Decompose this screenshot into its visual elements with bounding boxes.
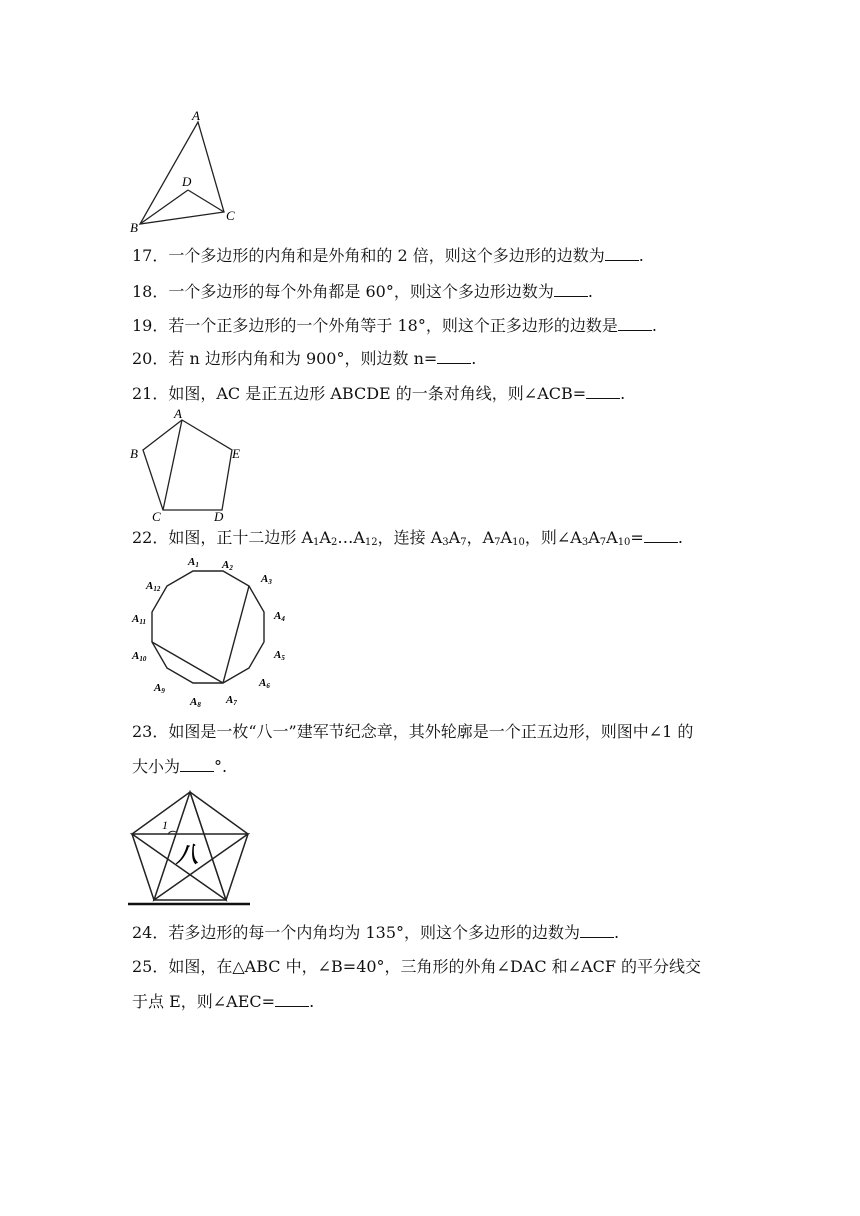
question-number: 19． [132,316,169,335]
question-20 [132,348,476,370]
end-punct: . [614,923,620,942]
question-number: 23． [132,722,169,741]
label-a3: A3 [261,573,272,586]
question-text: 如图，在△ABC 中，∠B=40°，三角形的外角∠DAC 和∠ACF 的平分线交 [168,957,702,976]
end-punct: . [309,992,315,1011]
answer-blank[interactable] [618,316,652,331]
label-a6: A6 [259,677,270,690]
label-b: B [130,446,138,461]
label-a11: A11 [132,613,146,626]
question-text: 如图，正十二边形 $A_1A_2\dots A_{12}$，连接 $A_3A_7$，$A_7A_{10}$，则$\angle A_3A_7A_{10}=$ [168,528,644,548]
triangle-figure [126,106,246,238]
answer-blank[interactable] [644,528,678,543]
end-punct: . [471,349,477,368]
label-e: E [232,446,240,461]
question-number: 17． [132,246,169,265]
label-a10: A10 [132,650,147,663]
answer-blank[interactable] [437,349,471,364]
label-c: C [152,509,161,522]
label-c: C [226,208,235,223]
label-a: A [192,108,200,123]
question-text: 一个多边形的内角和是外角和的 2 倍，则这个多边形的边数为 [168,246,605,265]
question-text: 于点 E，则∠AEC= [132,992,276,1011]
end-punct: . [638,246,644,265]
question-22 [132,527,683,554]
badge-figure [128,788,254,908]
question-18 [132,281,593,303]
label-d: D [214,509,224,522]
question-text: 若 n 边形内角和为 900°，则边数 n= [168,349,438,368]
question-text: 如图是一枚“八一”建军节纪念章，其外轮廓是一个正五边形，则图中∠1 的 [168,722,694,741]
question-19 [132,315,657,337]
question-text: 大小为 [132,757,181,776]
answer-blank[interactable] [180,757,214,772]
answer-blank[interactable] [554,282,588,297]
question-number: 20． [132,349,169,368]
label-a5: A5 [274,649,285,662]
label-a9: A9 [154,682,165,695]
question-23 [132,721,693,743]
end-punct: . [587,282,593,301]
end-punct: . [651,316,657,335]
end-punct: . [677,528,683,547]
end-punct: °. [214,757,228,776]
question-21 [132,383,625,405]
answer-blank[interactable] [586,384,620,399]
label-a8: A8 [190,696,201,709]
label-a7: A7 [226,694,237,707]
question-25 [132,956,701,978]
label-a4: A4 [274,610,285,623]
label-b: B [130,220,138,235]
answer-blank[interactable] [275,992,309,1007]
dodecagon-figure [128,552,292,712]
answer-blank[interactable] [605,246,639,261]
question-25-line2 [132,991,314,1013]
answer-blank[interactable] [580,923,614,938]
label-d: D [182,174,192,189]
question-number: 18． [132,282,169,301]
label-a: A [174,406,182,421]
pentagon-figure [126,406,246,522]
question-number: 24． [132,923,169,942]
question-number: 22． [132,528,169,547]
question-text: 若一个正多边形的一个外角等于 18°，则这个正多边形的边数是 [168,316,618,335]
question-text: 如图，AC 是正五边形 ABCDE 的一条对角线，则∠ACB= [168,384,587,403]
question-23-line2 [132,756,227,778]
question-24 [132,922,619,944]
label-a1: A1 [188,556,199,569]
angle-label: 1 [162,818,168,832]
question-text: 一个多边形的每个外角都是 60°，则这个多边形边数为 [168,282,554,301]
question-17 [132,245,644,267]
end-punct: . [620,384,626,403]
label-a2: A2 [222,559,233,572]
question-text: 若多边形的每一个内角均为 135°，则这个多边形的边数为 [168,923,581,942]
label-a12: A12 [146,580,161,593]
badge-center-char: 八 [176,842,199,867]
question-number: 25． [132,957,169,976]
question-number: 21． [132,384,169,403]
